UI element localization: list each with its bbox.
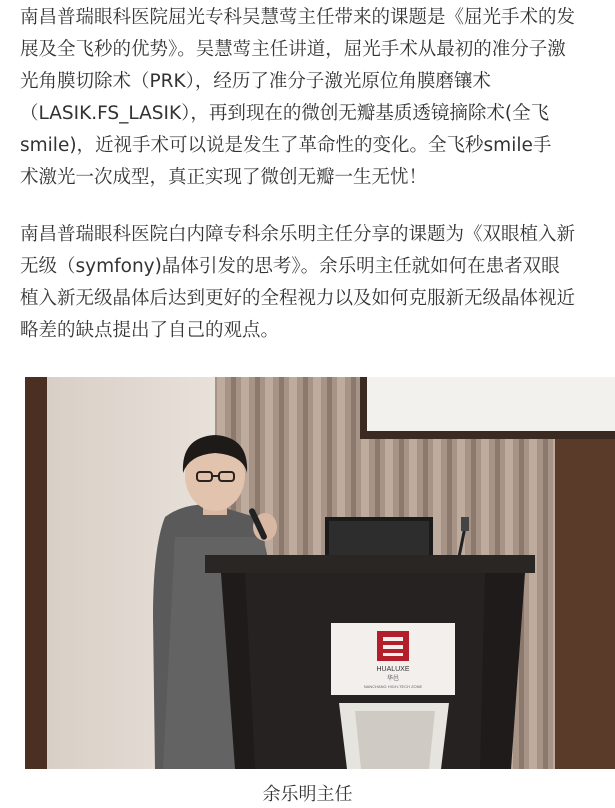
podium-small-text: NANCHANG HIGH-TECH ZONE [363, 684, 423, 689]
text-line: 略差的缺点提出了自己的观点。 [20, 320, 280, 341]
text-line: 术激光一次成型，真正实现了微创无瓣一生无忧！ [20, 167, 428, 188]
photo-caption: 余乐明主任 [262, 784, 353, 805]
text-line: 南昌普瑞眼科医院屈光专科吴慧莺主任带来的课题是《屈光手术的发 [20, 7, 576, 28]
text-line: smile)，近视手术可以说是发生了革命性的变化。全飞秒smile手 [20, 135, 552, 156]
podium-sub-text: 华邑 [386, 676, 400, 682]
text-line: 无级（symfony)晶体引发的思考》。余乐明主任就如何在患者双眼 [20, 256, 560, 277]
paragraph-refractive [20, 2, 575, 194]
paragraph-cataract [20, 219, 575, 347]
text-line: 南昌普瑞眼科医院白内障专科余乐明主任分享的课题为《双眼植入新 [20, 224, 576, 245]
text-line: 展及全飞秒的优势》。吴慧莺主任讲道，屈光手术从最初的准分子激 [20, 39, 566, 60]
text-line: 光角膜切除术（PRK），经历了准分子激光原位角膜磨镶术 [20, 71, 491, 92]
text-line: 植入新无级晶体后达到更好的全程视力以及如何克服新无级晶体视近 [20, 288, 576, 309]
podium-logo-text: HUALUXE [376, 666, 410, 673]
speaker-photo [25, 377, 615, 769]
text-line: （LASIK.FS_LASIK），再到现在的微创无瓣基质透镜摘除术(全飞 [20, 103, 550, 124]
